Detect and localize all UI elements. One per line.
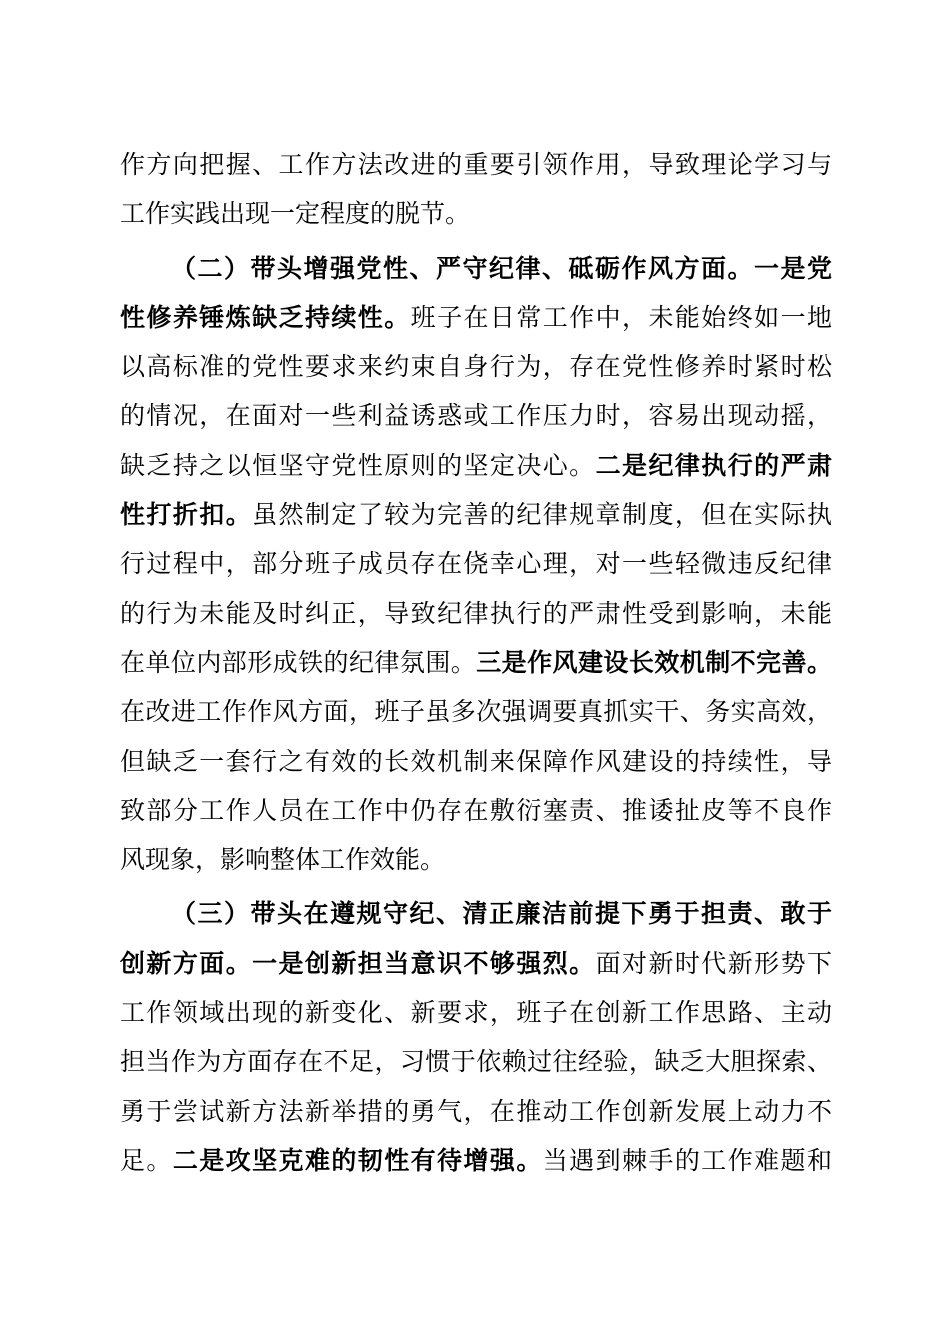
text-line — [120, 1037, 832, 1086]
text-line — [120, 1136, 832, 1185]
text-line — [120, 988, 832, 1037]
text-line — [120, 939, 832, 988]
text-run: 的情况，在面对一些利益诱惑或工作压力时，容易出现动摇， — [120, 401, 832, 431]
text-run: 足。 — [120, 1145, 173, 1175]
text-line — [120, 441, 832, 490]
paragraph — [120, 140, 832, 239]
text-run: 以高标准的党性要求来约束自身行为，存在党性修养时紧时松 — [120, 352, 832, 382]
text-run: 面对新时代新形势下 — [595, 948, 832, 978]
section-heading-line — [120, 889, 832, 938]
text-run: 勇于尝试新方法新举措的勇气，在推动工作创新发展上动力不 — [120, 1096, 832, 1126]
text-line — [120, 490, 832, 539]
text-run: 但缺乏一套行之有效的长效机制来保障作风建设的持续性，导 — [120, 746, 832, 776]
text-run: 在单位内部形成铁的纪律氛围。 — [120, 647, 477, 677]
bold-run: 二是纪律执行的严肃 — [595, 450, 832, 480]
text-line — [120, 293, 832, 342]
document-body — [120, 140, 832, 1185]
text-line — [120, 737, 832, 786]
text-run: 的行为未能及时纠正，导致纪律执行的严肃性受到影响，未能 — [120, 598, 832, 628]
bold-run: 性打折扣。 — [120, 500, 253, 530]
text-run: 缺乏持之以恒坚守党性原则的坚定决心。 — [120, 450, 596, 480]
text-run: 工作实践出现一定程度的脱节。 — [120, 199, 471, 229]
text-run: 在改进工作作风方面，班子虽多次强调要真抓实干、务实高效， — [120, 697, 832, 727]
text-run: 风现象，影响整体工作效能。 — [120, 845, 446, 875]
text-line — [120, 638, 832, 687]
text-line — [120, 1087, 832, 1136]
text-run: 班子在日常工作中，未能始终如一地 — [410, 302, 832, 332]
text-run: 虽然制定了较为完善的纪律规章制度，但在实际执 — [252, 500, 832, 530]
text-run: 行过程中，部分班子成员存在侥幸心理，对一些轻微违反纪律 — [120, 549, 832, 579]
text-run: 作方向把握、工作方法改进的重要引领作用，导致理论学习与 — [120, 150, 832, 179]
text-line — [120, 687, 832, 736]
text-line — [120, 539, 832, 588]
text-run: 担当作为方面存在不足，习惯于依赖过往经验，缺乏大胆探索、 — [120, 1047, 832, 1077]
bold-run: （二）带头增强党性、严守纪律、砥砺作风方面。一是党 — [171, 253, 832, 283]
bold-run: 二是攻坚克难的韧性有待增强。 — [172, 1145, 543, 1175]
text-line — [120, 589, 832, 638]
section-heading-line — [120, 244, 832, 293]
paragraph — [120, 889, 832, 1185]
text-run: 工作领域出现的新变化、新要求，班子在创新工作思路、主动 — [120, 998, 832, 1028]
bold-run: 性修养锤炼缺乏持续性。 — [120, 302, 411, 332]
text-line — [120, 835, 832, 884]
text-line — [120, 189, 832, 238]
text-run: 当遇到棘手的工作难题和 — [542, 1145, 832, 1175]
bold-run: 创新方面。一是创新担当意识不够强烈。 — [120, 948, 596, 978]
text-line — [120, 342, 832, 391]
text-line — [120, 140, 832, 189]
bold-run: 三是作风建设长效机制不完善。 — [476, 647, 832, 677]
bold-run: （三）带头在遵规守纪、清正廉洁前提下勇于担责、敢于 — [171, 899, 832, 929]
text-run: 致部分工作人员在工作中仍存在敷衍塞责、推诿扯皮等不良作 — [120, 795, 832, 825]
paragraph — [120, 244, 832, 885]
text-line — [120, 786, 832, 835]
text-line — [120, 391, 832, 440]
